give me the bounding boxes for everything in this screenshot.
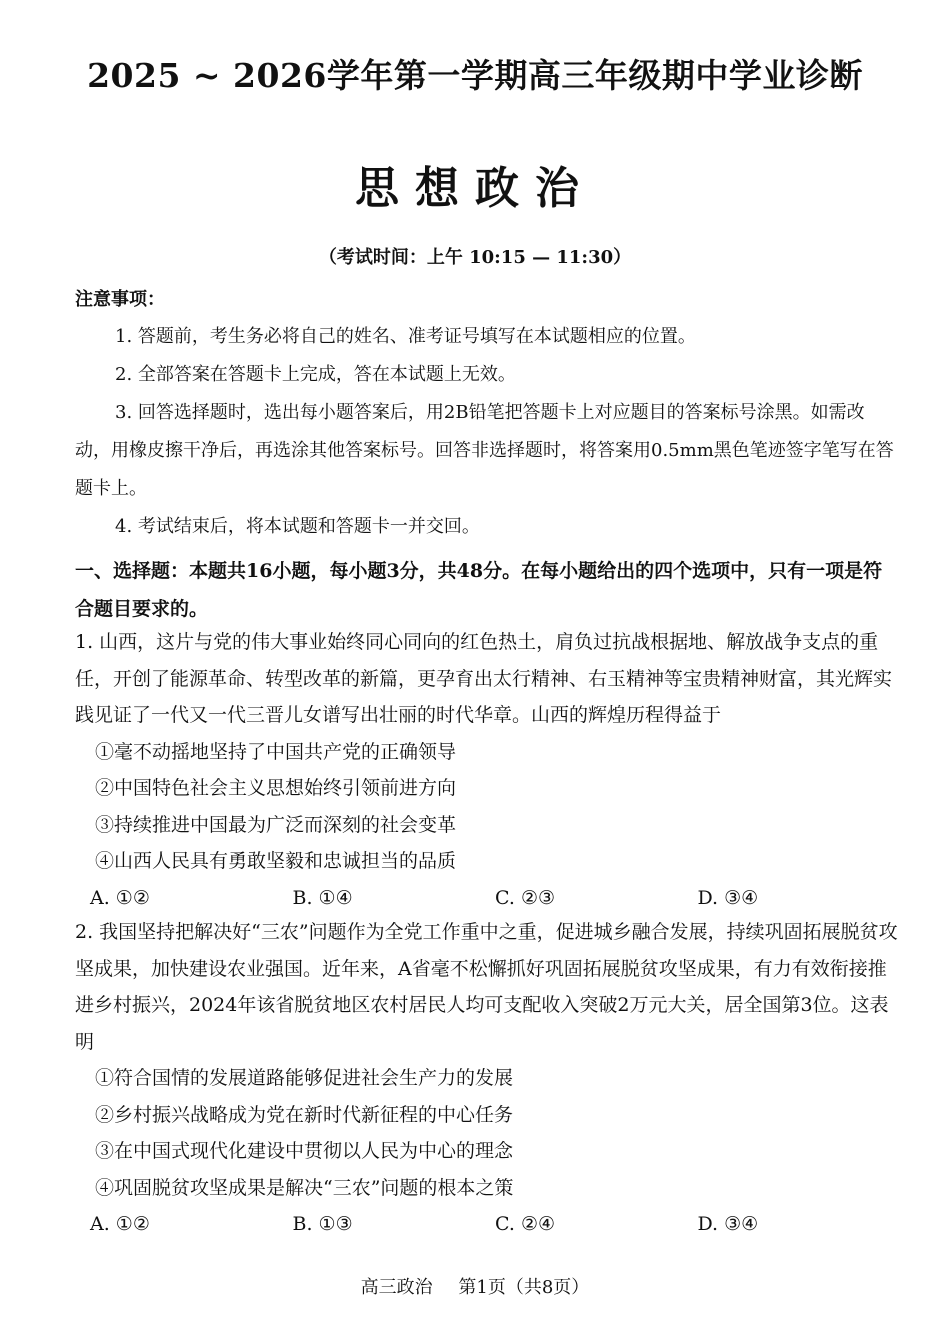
page-footer — [0, 1273, 950, 1299]
notice-item: 1. 答题前，考生务必将自己的姓名、准考证号填写在本试题相应的位置。 — [115, 326, 696, 347]
question-option: ①符合国情的发展道路能够促进社会生产力的发展 — [95, 1067, 514, 1089]
question-2 — [75, 914, 900, 1243]
answer-choice-d: D. ③④ — [697, 886, 759, 909]
notice-item: 4. 考试结束后，将本试题和答题卡一并交回。 — [115, 516, 480, 537]
notice-heading: 注意事项： — [75, 289, 165, 310]
question-stem: 1. 山西，这片与党的伟大事业始终同心同向的红色热土，肩负过抗战根据地、解放战争支点的重任，开创了能源革命、转型改革的新篇，更孕育出太行精神、右玉精神等宝贵精神财富，其光辉实践见证了一代又一代三晋儿女谱写出壮丽的时代华章。山西的辉煌历程得益于 — [75, 631, 893, 726]
notice-item: 2. 全部答案在答题卡上完成，答在本试题上无效。 — [115, 364, 516, 385]
subject-title: 思想政治 — [355, 163, 595, 214]
answer-choice-b: B. ①③ — [292, 1213, 353, 1235]
question-1 — [75, 624, 900, 916]
answer-choice-c: C. ②④ — [495, 1213, 556, 1235]
question-option: ①毫不动摇地坚持了中国共产党的正确领导 — [95, 740, 457, 763]
question-option: ②乡村振兴战略成为党在新时代新征程的中心任务 — [95, 1103, 514, 1126]
notice-item: 3. 回答选择题时，选出每小题答案后，用2B铅笔把答题卡上对应题目的答案标号涂黑。如需改动，用橡皮擦干净后，再选涂其他答案标号。回答非选择题时，将答案用0.5mm黑色笔迹签字笔写在答题卡上。 — [75, 402, 894, 499]
answer-choice-c: C. ②③ — [495, 886, 556, 909]
question-option: ④巩固脱贫攻坚成果是解决“三农”问题的根本之策 — [95, 1176, 514, 1199]
notice-list — [75, 318, 900, 546]
answer-choice-d: D. ③④ — [697, 1213, 759, 1235]
answer-choice-b: B. ①④ — [292, 886, 353, 909]
question-stem: 2. 我国坚持把解决好“三农”问题作为全党工作重中之重，促进城乡融合发展，持续巩固拓展脱贫攻坚成果，加快建设农业强国。近年来，A省毫不松懈抓好巩固拓展脱贫攻坚成果，有力有效衔接推进乡村振兴，2024年该省脱贫地区农村居民人均可支配收入突破2万元大关，居全国第3位。这表明 — [75, 921, 898, 1053]
question-option: ④山西人民具有勇敢坚毅和忠诚担当的品质 — [95, 850, 457, 872]
answer-choice-a: A. ①② — [90, 886, 150, 909]
question-option: ③持续推进中国最为广泛而深刻的社会变革 — [95, 813, 457, 836]
question-option: ②中国特色社会主义思想始终引领前进方向 — [95, 777, 457, 799]
exam-time: （考试时间：上午 10:15 — 11:30） — [318, 247, 632, 268]
footer-subject: 高三政治 — [360, 1277, 433, 1298]
answer-choices — [75, 880, 900, 917]
section-heading: 一、选择题：本题共16小题，每小题3分，共48分。在每小题给出的四个选项中，只有一项是符合题目要求的。 — [75, 560, 883, 620]
question-option: ③在中国式现代化建设中贯彻以人民为中心的理念 — [95, 1140, 514, 1162]
answer-choice-a: A. ①② — [90, 1213, 150, 1235]
exam-title: 2025 ~ 2026学年第一学期高三年级期中学业诊断 — [87, 56, 863, 95]
answer-choices — [75, 1206, 900, 1243]
footer-page-number: 第1页（共8页） — [458, 1277, 590, 1298]
